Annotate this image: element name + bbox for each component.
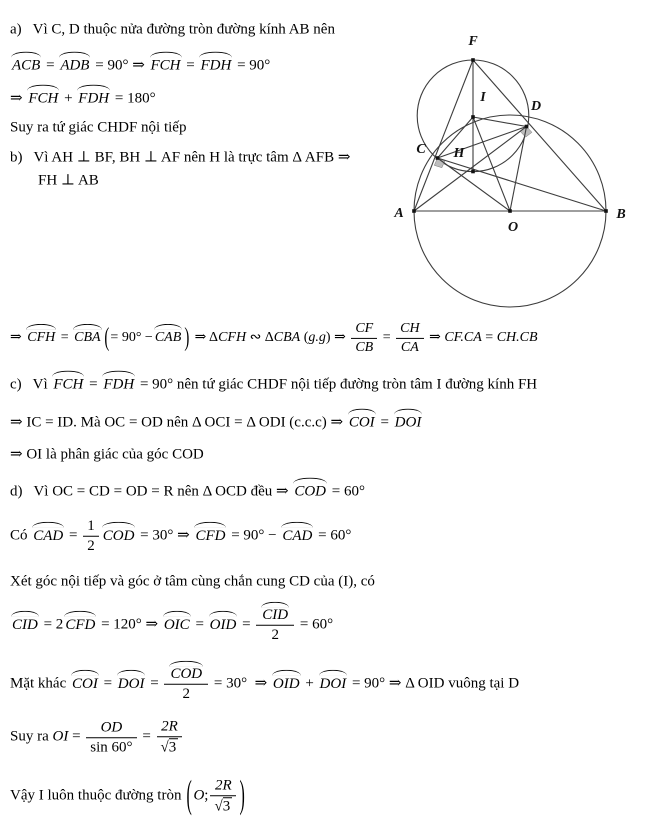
angle-name: CFD bbox=[193, 520, 227, 545]
angle-name: FDH bbox=[76, 84, 111, 109]
math-text: 2 bbox=[87, 538, 95, 554]
fraction-denominator bbox=[256, 626, 294, 644]
close-paren-icon: ) bbox=[239, 773, 245, 818]
math-text: 2 bbox=[271, 627, 279, 643]
math-text: = 90° ⇒ bbox=[91, 57, 149, 74]
math-variable: CH.CB bbox=[496, 330, 538, 346]
fraction bbox=[256, 606, 294, 645]
math-text: ) ⇒ bbox=[325, 330, 350, 346]
point-A bbox=[412, 209, 416, 213]
fraction-denominator bbox=[157, 738, 183, 757]
angle-name: DOI bbox=[116, 668, 147, 693]
math-text: = bbox=[68, 728, 85, 745]
circle-diagram bbox=[385, 10, 648, 315]
open-paren-icon: ( bbox=[104, 321, 109, 352]
math-text: Mặt khác bbox=[10, 675, 70, 692]
math-line bbox=[10, 57, 270, 76]
math-text: 1 bbox=[87, 517, 95, 534]
math-text: d) Vì OC = CD = OD = R nên Δ OCD đều ⇒ bbox=[10, 483, 293, 500]
math-line bbox=[10, 446, 204, 465]
label-H: H bbox=[453, 146, 465, 161]
fraction-denominator bbox=[210, 797, 236, 816]
sqrt-expression bbox=[161, 739, 179, 757]
math-text: = bbox=[376, 414, 393, 431]
fraction-denominator bbox=[83, 537, 99, 555]
math-text: ⇒ IC = ID. Mà OC = OD nên Δ OCI = Δ ODI (c.c.c) ⇒ bbox=[10, 414, 347, 431]
angle-name: OID bbox=[208, 609, 239, 634]
angle-name: COD bbox=[168, 660, 204, 683]
math-text: ∾ Δ bbox=[246, 330, 274, 346]
math-text: = 120° ⇒ bbox=[97, 616, 162, 633]
math-text: ⇒ OI là phân giác của góc COD bbox=[10, 446, 204, 463]
math-text: Vậy I luôn thuộc đường tròn bbox=[10, 787, 186, 804]
math-text: = 30° ⇒ bbox=[136, 527, 194, 544]
math-line bbox=[10, 320, 538, 356]
math-line bbox=[10, 414, 423, 433]
fraction bbox=[157, 717, 183, 757]
math-text: = 90° nên tứ giác CHDF nội tiếp đường tròn tâm I đường kính FH bbox=[136, 376, 538, 393]
math-text: = bbox=[99, 675, 116, 692]
math-text: = bbox=[65, 527, 82, 544]
math-text: ( bbox=[300, 330, 309, 346]
open-paren-icon: ( bbox=[186, 773, 192, 818]
angle-name: ACB bbox=[10, 51, 42, 76]
math-text: = 90° bbox=[233, 57, 271, 74]
fraction bbox=[210, 776, 236, 816]
fraction bbox=[86, 718, 136, 757]
math-text: = 60° bbox=[296, 616, 334, 633]
math-variable: OI bbox=[52, 728, 69, 745]
angle-name: FCH bbox=[149, 51, 183, 76]
math-text: = 30° ⇒ bbox=[210, 675, 271, 692]
math-text: = bbox=[481, 330, 497, 346]
math-text: = bbox=[379, 330, 395, 346]
math-text: = bbox=[146, 675, 163, 692]
angle-name: FDH bbox=[198, 51, 233, 76]
label-D: D bbox=[530, 99, 542, 114]
fraction-denominator bbox=[164, 685, 208, 703]
math-variable: CF bbox=[355, 320, 374, 336]
math-text: + bbox=[60, 90, 77, 107]
math-variable: CB bbox=[355, 340, 374, 355]
angle-name: CID bbox=[260, 601, 290, 624]
label-O: O bbox=[507, 220, 519, 235]
radicand: 3 bbox=[168, 739, 177, 756]
math-line bbox=[10, 717, 184, 757]
math-text: Có bbox=[10, 527, 32, 544]
group-content bbox=[192, 776, 239, 816]
angle-name: ADB bbox=[58, 51, 91, 76]
point-D bbox=[525, 125, 529, 129]
math-text: = 180° bbox=[111, 90, 156, 107]
math-text: ⇒ Δ bbox=[191, 330, 219, 346]
sqrt-expression bbox=[214, 798, 232, 816]
angle-name: CFH bbox=[25, 323, 57, 347]
fraction-numerator bbox=[157, 717, 183, 737]
math-variable: g.g bbox=[308, 330, 326, 346]
math-text: ⇒ bbox=[10, 90, 27, 107]
fraction bbox=[351, 320, 377, 356]
math-line bbox=[10, 606, 333, 645]
angle-name: COD bbox=[101, 520, 137, 545]
math-line bbox=[10, 90, 156, 109]
fraction-denominator bbox=[351, 339, 377, 356]
fraction-denominator bbox=[86, 738, 136, 756]
radicand: 3 bbox=[222, 798, 231, 815]
angle-name: DOI bbox=[318, 668, 349, 693]
radical-icon: √ bbox=[214, 798, 223, 815]
point-B bbox=[604, 209, 608, 213]
math-line bbox=[10, 119, 186, 138]
math-text: b) Vì AH ⊥ BF, BH ⊥ AF nên H là trực tâm Δ AFB ⇒ bbox=[10, 149, 351, 166]
fraction-numerator bbox=[256, 606, 294, 626]
math-text: = 2 bbox=[39, 616, 64, 633]
fraction-denominator bbox=[396, 339, 423, 356]
math-line bbox=[10, 573, 375, 592]
point-O bbox=[508, 209, 512, 213]
math-variable: O bbox=[193, 787, 205, 804]
math-text: ⇒ bbox=[425, 330, 445, 346]
angle-name: CID bbox=[10, 609, 40, 634]
angle-name: CAB bbox=[153, 323, 183, 347]
label-B: B bbox=[616, 207, 626, 222]
close-paren-icon: ) bbox=[184, 321, 190, 352]
parenthesized-group bbox=[186, 773, 245, 818]
angle-name: CAD bbox=[31, 520, 65, 545]
math-variable: 2R bbox=[161, 718, 178, 735]
math-text: a) Vì C, D thuộc nửa đường tròn đường kính AB nên bbox=[10, 21, 335, 38]
label-F: F bbox=[468, 34, 478, 49]
math-text: = bbox=[182, 57, 199, 74]
math-variable: CF.CA bbox=[444, 330, 482, 346]
math-text: 2 bbox=[182, 686, 191, 702]
math-text: = bbox=[85, 376, 102, 393]
math-text: = bbox=[238, 616, 255, 633]
math-line bbox=[38, 172, 99, 191]
label-C: C bbox=[416, 142, 426, 157]
angle-name: CFD bbox=[63, 609, 97, 634]
math-text: ; bbox=[204, 787, 209, 804]
angle-name: FCH bbox=[51, 370, 85, 395]
angle-name: OID bbox=[271, 668, 302, 693]
angle-name: COI bbox=[347, 408, 377, 433]
angle-name: COD bbox=[292, 477, 328, 502]
math-text: sin 60° bbox=[90, 739, 133, 755]
math-text: + bbox=[301, 675, 318, 692]
fraction-numerator bbox=[396, 320, 423, 339]
math-variable: CFH bbox=[218, 330, 247, 346]
math-text: = bbox=[57, 330, 73, 346]
geometry-figure bbox=[385, 10, 648, 315]
fraction-numerator bbox=[164, 665, 208, 685]
math-text: = 60° bbox=[328, 483, 365, 500]
label-I: I bbox=[480, 90, 486, 105]
math-text: Suy ra tứ giác CHDF nội tiếp bbox=[10, 119, 187, 136]
point-F bbox=[471, 58, 475, 62]
math-text: = bbox=[191, 616, 208, 633]
math-text: = bbox=[138, 728, 155, 745]
point-I bbox=[471, 115, 475, 119]
segment-OD bbox=[510, 127, 527, 212]
math-variable: CH bbox=[400, 320, 420, 336]
math-variable: CBA bbox=[273, 330, 301, 346]
math-variable: OD bbox=[100, 718, 123, 735]
math-text: = 60° bbox=[314, 527, 352, 544]
math-text: Suy ra bbox=[10, 728, 53, 745]
math-text: Xét góc nội tiếp và góc ở tâm cùng chắn cung CD của (I), có bbox=[10, 573, 375, 590]
math-line bbox=[10, 773, 246, 818]
angle-name: CBA bbox=[72, 323, 102, 347]
math-line bbox=[10, 21, 335, 40]
radical-icon: √ bbox=[160, 739, 169, 756]
fraction-numerator bbox=[83, 517, 99, 537]
angle-name: COI bbox=[70, 668, 100, 693]
angle-name: FDH bbox=[101, 370, 136, 395]
point-C bbox=[436, 156, 440, 160]
segment-BC bbox=[438, 158, 607, 211]
angle-name: OIC bbox=[162, 609, 192, 634]
math-line bbox=[10, 517, 351, 556]
fraction bbox=[83, 517, 99, 556]
math-text: = 90° − bbox=[110, 330, 153, 346]
math-line bbox=[10, 376, 537, 395]
math-variable: CA bbox=[400, 340, 419, 355]
label-A: A bbox=[394, 206, 404, 221]
math-text: c) Vì bbox=[10, 376, 52, 393]
math-line bbox=[10, 665, 519, 704]
group-content bbox=[109, 329, 184, 347]
fraction bbox=[164, 665, 208, 704]
math-variable: 2R bbox=[215, 777, 232, 794]
math-line bbox=[10, 483, 365, 502]
math-line bbox=[10, 149, 350, 168]
angle-name: DOI bbox=[393, 408, 424, 433]
fraction-numerator bbox=[351, 320, 377, 339]
angle-name: CAD bbox=[280, 520, 314, 545]
math-text: = 90° ⇒ Δ OID vuông tại D bbox=[348, 675, 520, 692]
fraction-numerator bbox=[210, 776, 236, 796]
segment-ID bbox=[473, 117, 527, 127]
fraction bbox=[396, 320, 423, 356]
fraction-numerator bbox=[86, 718, 136, 738]
math-text: = 90° − bbox=[227, 527, 281, 544]
angle-name: FCH bbox=[26, 84, 60, 109]
parenthesized-group bbox=[104, 321, 191, 352]
point-H bbox=[471, 170, 475, 174]
math-text: FH ⊥ AB bbox=[38, 172, 99, 189]
math-text: = bbox=[42, 57, 59, 74]
segment-FB bbox=[473, 60, 606, 211]
math-text: ⇒ bbox=[10, 330, 26, 346]
